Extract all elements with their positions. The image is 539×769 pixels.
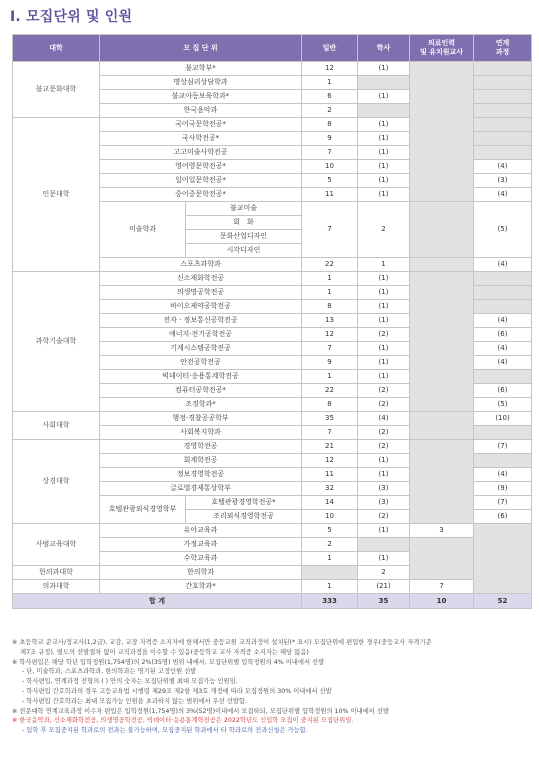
table-header-row — [13, 35, 532, 62]
linked-cell: (4) — [474, 314, 532, 328]
general-cell: 12 — [302, 328, 358, 342]
scholarship-cell: (2) — [358, 440, 410, 454]
header-medical: 의료인력 및 유치원교사 — [410, 35, 474, 62]
general-cell: 22 — [302, 258, 358, 272]
general-cell: 6 — [302, 90, 358, 104]
scholarship-cell: (1) — [358, 524, 410, 538]
footnote: ※ 한국음악과, 신소재화학전공, 의생명공학전공, 빅데이터·응용통계학전공은 2022학년도 신입학 모집이 중지된 모집단위임. — [12, 717, 354, 725]
medical-cell — [410, 440, 474, 524]
general-cell: 1 — [302, 76, 358, 90]
footnote: - 단, 미술학과, 스포츠과학과, 한의학과는 명기된 고정인원 선발 — [22, 668, 197, 676]
linked-cell: (6) — [474, 510, 532, 524]
general-cell: 10 — [302, 160, 358, 174]
total-general: 333 — [302, 594, 358, 609]
general-cell: 1 — [302, 370, 358, 384]
linked-cell — [474, 454, 532, 468]
linked-cell — [474, 524, 532, 594]
general-cell: 7 — [302, 342, 358, 356]
general-cell: 7 — [302, 202, 358, 258]
college-cell: 과학기술대학 — [13, 272, 100, 412]
linked-cell — [474, 62, 532, 76]
footnote: - 학사편입 간호학과의 경우 고등교육법 시행령 제29조 제2항 제3호 개정에 따라 모집정원의 30% 이내에서 선발 — [22, 687, 332, 695]
scholarship-cell: (4) — [358, 412, 410, 426]
table-row — [13, 580, 532, 594]
scholarship-cell: (1) — [358, 468, 410, 482]
scholarship-cell: (2) — [358, 426, 410, 440]
general-cell: 1 — [302, 580, 358, 594]
general-cell: 7 — [302, 426, 358, 440]
linked-cell: (4) — [474, 258, 532, 272]
unit-cell: 기계시스템공학전공 — [100, 342, 302, 356]
college-cell: 불교문화대학 — [13, 62, 100, 118]
college-cell: 사회대학 — [13, 412, 100, 440]
footnotes — [12, 638, 534, 736]
scholarship-cell: (1) — [358, 552, 410, 566]
unit-cell: 신소재화학전공 — [100, 272, 302, 286]
unit-cell: 한의학과 — [100, 566, 302, 580]
scholarship-cell: (2) — [358, 510, 410, 524]
general-cell: 11 — [302, 188, 358, 202]
unit-cell: 글로벌경제통상학부 — [100, 482, 302, 496]
linked-cell: (6) — [474, 328, 532, 342]
header-linked: 연계 과정 — [474, 35, 532, 62]
unit-cell: 정보경영학전공 — [100, 468, 302, 482]
general-cell: 21 — [302, 440, 358, 454]
scholarship-cell: (1) — [358, 454, 410, 468]
general-cell: 8 — [302, 398, 358, 412]
table-row — [13, 524, 532, 538]
linked-cell: (5) — [474, 202, 532, 258]
linked-cell: (6) — [474, 384, 532, 398]
linked-cell — [474, 104, 532, 118]
linked-cell — [474, 426, 532, 440]
linked-cell — [474, 272, 532, 286]
page-title: Ⅰ. 모집단위 및 인원 — [10, 9, 133, 25]
unit-cell: 국어국문학전공* — [100, 118, 302, 132]
footnote: - 학사편입, 연계과정 전형의 ( ) 안의 숫자는 모집단위별 최대 모집가능 인원임. — [22, 678, 238, 686]
unit-cell: 경영학전공 — [100, 440, 302, 454]
linked-cell — [474, 370, 532, 384]
linked-cell: (4) — [474, 188, 532, 202]
general-cell: 10 — [302, 510, 358, 524]
linked-cell: (4) — [474, 160, 532, 174]
linked-cell: (9) — [474, 482, 532, 496]
unit-cell: 불교아동보육학과* — [100, 90, 302, 104]
total-row — [13, 594, 532, 609]
footnote: - 학사편입 간호학과는 최대 모집가능 인원을 초과하지 않는 범위에서 우선 선발함. — [22, 697, 248, 705]
medical-cell — [410, 272, 474, 412]
total-label: 합 계 — [13, 594, 302, 609]
scholarship-cell: (3) — [358, 482, 410, 496]
linked-cell — [474, 118, 532, 132]
table-row — [13, 272, 532, 286]
scholarship-cell: 2 — [358, 566, 410, 580]
linked-cell: (7) — [474, 440, 532, 454]
linked-cell — [474, 132, 532, 146]
scholarship-cell: (1) — [358, 370, 410, 384]
admission-table — [12, 34, 532, 609]
footnote: ※ 학사편입은 해당 학년 입학정원(1,754명)의 2%(35명) 범위 내에서, 모집단위별 입학정원의 4% 이내에서 선발 — [12, 658, 325, 666]
general-cell: 1 — [302, 286, 358, 300]
scholarship-cell — [358, 538, 410, 552]
header-general: 일반 — [302, 35, 358, 62]
scholarship-cell: (1) — [358, 314, 410, 328]
hotel-dept-cell: 호텔관광외식경영학부 — [100, 496, 186, 524]
linked-cell: (4) — [474, 468, 532, 482]
scholarship-cell: (1) — [358, 300, 410, 314]
medical-cell — [410, 412, 474, 440]
general-cell: 1 — [302, 272, 358, 286]
linked-cell — [474, 76, 532, 90]
general-cell: 12 — [302, 62, 358, 76]
art-major-cell: 시각디자인 — [186, 244, 302, 258]
scholarship-cell — [358, 104, 410, 118]
footnote: 제7조 규정), 별도의 선발절차 없이 교직과정을 이수할 수 있음(중등학교 교사 자격증 소지자는 해당 없음) — [20, 648, 309, 656]
linked-cell — [474, 286, 532, 300]
scholarship-cell: (2) — [358, 384, 410, 398]
scholarship-cell: (3) — [358, 496, 410, 510]
scholarship-cell: (21) — [358, 580, 410, 594]
general-cell: 9 — [302, 132, 358, 146]
general-cell — [302, 566, 358, 580]
college-cell: 상경대학 — [13, 440, 100, 524]
total-medical: 10 — [410, 594, 474, 609]
general-cell: 12 — [302, 454, 358, 468]
unit-cell: 한국음악과 — [100, 104, 302, 118]
medical-cell — [410, 258, 474, 272]
general-cell: 13 — [302, 314, 358, 328]
unit-cell: 사회복지학과 — [100, 426, 302, 440]
general-cell: 32 — [302, 482, 358, 496]
scholarship-cell: (1) — [358, 174, 410, 188]
art-major-cell: 불교미술 — [186, 202, 302, 216]
general-cell: 2 — [302, 538, 358, 552]
unit-cell: 가정교육과 — [100, 538, 302, 552]
general-cell: 7 — [302, 146, 358, 160]
college-cell: 인문대학 — [13, 118, 100, 272]
unit-cell: 일어일문학전공* — [100, 174, 302, 188]
unit-cell: 에너지·전기공학전공 — [100, 328, 302, 342]
unit-cell: 바이오제약공학전공 — [100, 300, 302, 314]
scholarship-cell: 1 — [358, 258, 410, 272]
general-cell: 22 — [302, 384, 358, 398]
table-row — [13, 440, 532, 454]
art-major-cell: 문화산업디자인 — [186, 230, 302, 244]
scholarship-cell: (1) — [358, 118, 410, 132]
unit-cell: 유아교육과 — [100, 524, 302, 538]
linked-cell: (5) — [474, 398, 532, 412]
header-scholarship: 학사 — [358, 35, 410, 62]
total-linked: 52 — [474, 594, 532, 609]
unit-cell: 안전공학전공 — [100, 356, 302, 370]
general-cell: 8 — [302, 300, 358, 314]
general-cell: 5 — [302, 174, 358, 188]
unit-cell: 고고미술사학전공 — [100, 146, 302, 160]
medical-cell: 3 — [410, 524, 474, 538]
unit-cell: 스포츠과학과 — [100, 258, 302, 272]
general-cell: 11 — [302, 468, 358, 482]
table-row — [13, 412, 532, 426]
footnote: - 입학 후 모집중지된 학과로의 전과는 불가능하며, 모집중지된 학과에서 타 학과로의 전과신청은 가능함. — [22, 727, 308, 735]
medical-cell: 7 — [410, 580, 474, 594]
scholarship-cell: (1) — [358, 342, 410, 356]
unit-cell: 전자 · 정보통신공학전공 — [100, 314, 302, 328]
total-scholarship: 35 — [358, 594, 410, 609]
unit-cell: 국사학전공* — [100, 132, 302, 146]
header-college: 대학 — [13, 35, 100, 62]
unit-cell: 조경학과* — [100, 398, 302, 412]
unit-cell: 의생명공학전공 — [100, 286, 302, 300]
college-cell: 의과대학 — [13, 580, 100, 594]
unit-cell: 빅데이터·응용통계학전공 — [100, 370, 302, 384]
general-cell: 1 — [302, 552, 358, 566]
footnote: ※ 초등학교 준교사/정교사(1,2급), 교감, 교장 자격증 소지자에 한해서만 중등교원 교직과정이 설치된(* 표시) 모집단위에 편입한 경우(중등교사 자격기준 — [12, 639, 432, 646]
linked-cell: (4) — [474, 356, 532, 370]
linked-cell: (10) — [474, 412, 532, 426]
general-cell: 5 — [302, 524, 358, 538]
general-cell: 8 — [302, 118, 358, 132]
scholarship-cell: (1) — [358, 272, 410, 286]
scholarship-cell: (1) — [358, 188, 410, 202]
general-cell: 2 — [302, 104, 358, 118]
unit-cell: 호텔관광경영학전공* — [186, 496, 302, 510]
unit-cell: 불교학부* — [100, 62, 302, 76]
scholarship-cell: (1) — [358, 132, 410, 146]
general-cell: 9 — [302, 356, 358, 370]
medical-cell — [410, 538, 474, 580]
linked-cell — [474, 300, 532, 314]
unit-cell: 간호학과* — [100, 580, 302, 594]
unit-cell: 회계학전공 — [100, 454, 302, 468]
scholarship-cell: (2) — [358, 328, 410, 342]
linked-cell — [474, 90, 532, 104]
scholarship-cell: (1) — [358, 356, 410, 370]
scholarship-cell: (1) — [358, 146, 410, 160]
medical-cell — [410, 202, 474, 258]
unit-cell: 수학교육과 — [100, 552, 302, 566]
unit-cell: 명상심리상담학과 — [100, 76, 302, 90]
linked-cell: (3) — [474, 174, 532, 188]
scholarship-cell: (1) — [358, 286, 410, 300]
medical-cell — [410, 62, 474, 202]
footnote: ※ 전문대학 연계교육과정 이수자 편입은 입학정원(1,754명)의 3%(52명)이내에서 모집하되, 모집단위별 입학정원의 10% 이내에서 선발 — [12, 707, 390, 715]
art-major-cell: 회 화 — [186, 216, 302, 230]
unit-cell: 중어중문학전공* — [100, 188, 302, 202]
unit-cell: 영어영문학전공* — [100, 160, 302, 174]
table-row — [13, 62, 532, 76]
scholarship-cell: 2 — [358, 202, 410, 258]
college-cell: 사범교육대학 — [13, 524, 100, 566]
general-cell: 14 — [302, 496, 358, 510]
scholarship-cell: (1) — [358, 160, 410, 174]
unit-cell: 행정·경찰공공학부 — [100, 412, 302, 426]
scholarship-cell: (2) — [358, 398, 410, 412]
linked-cell: (7) — [474, 496, 532, 510]
unit-cell: 컴퓨터공학전공* — [100, 384, 302, 398]
linked-cell: (4) — [474, 342, 532, 356]
scholarship-cell — [358, 76, 410, 90]
header-unit: 모 집 단 위 — [100, 35, 302, 62]
general-cell: 35 — [302, 412, 358, 426]
linked-cell — [474, 146, 532, 160]
unit-cell: 조리외식경영학전공 — [186, 510, 302, 524]
scholarship-cell: (1) — [358, 90, 410, 104]
college-cell: 한의과대학 — [13, 566, 100, 580]
art-dept-cell: 미술학과 — [100, 202, 186, 258]
scholarship-cell: (1) — [358, 62, 410, 76]
